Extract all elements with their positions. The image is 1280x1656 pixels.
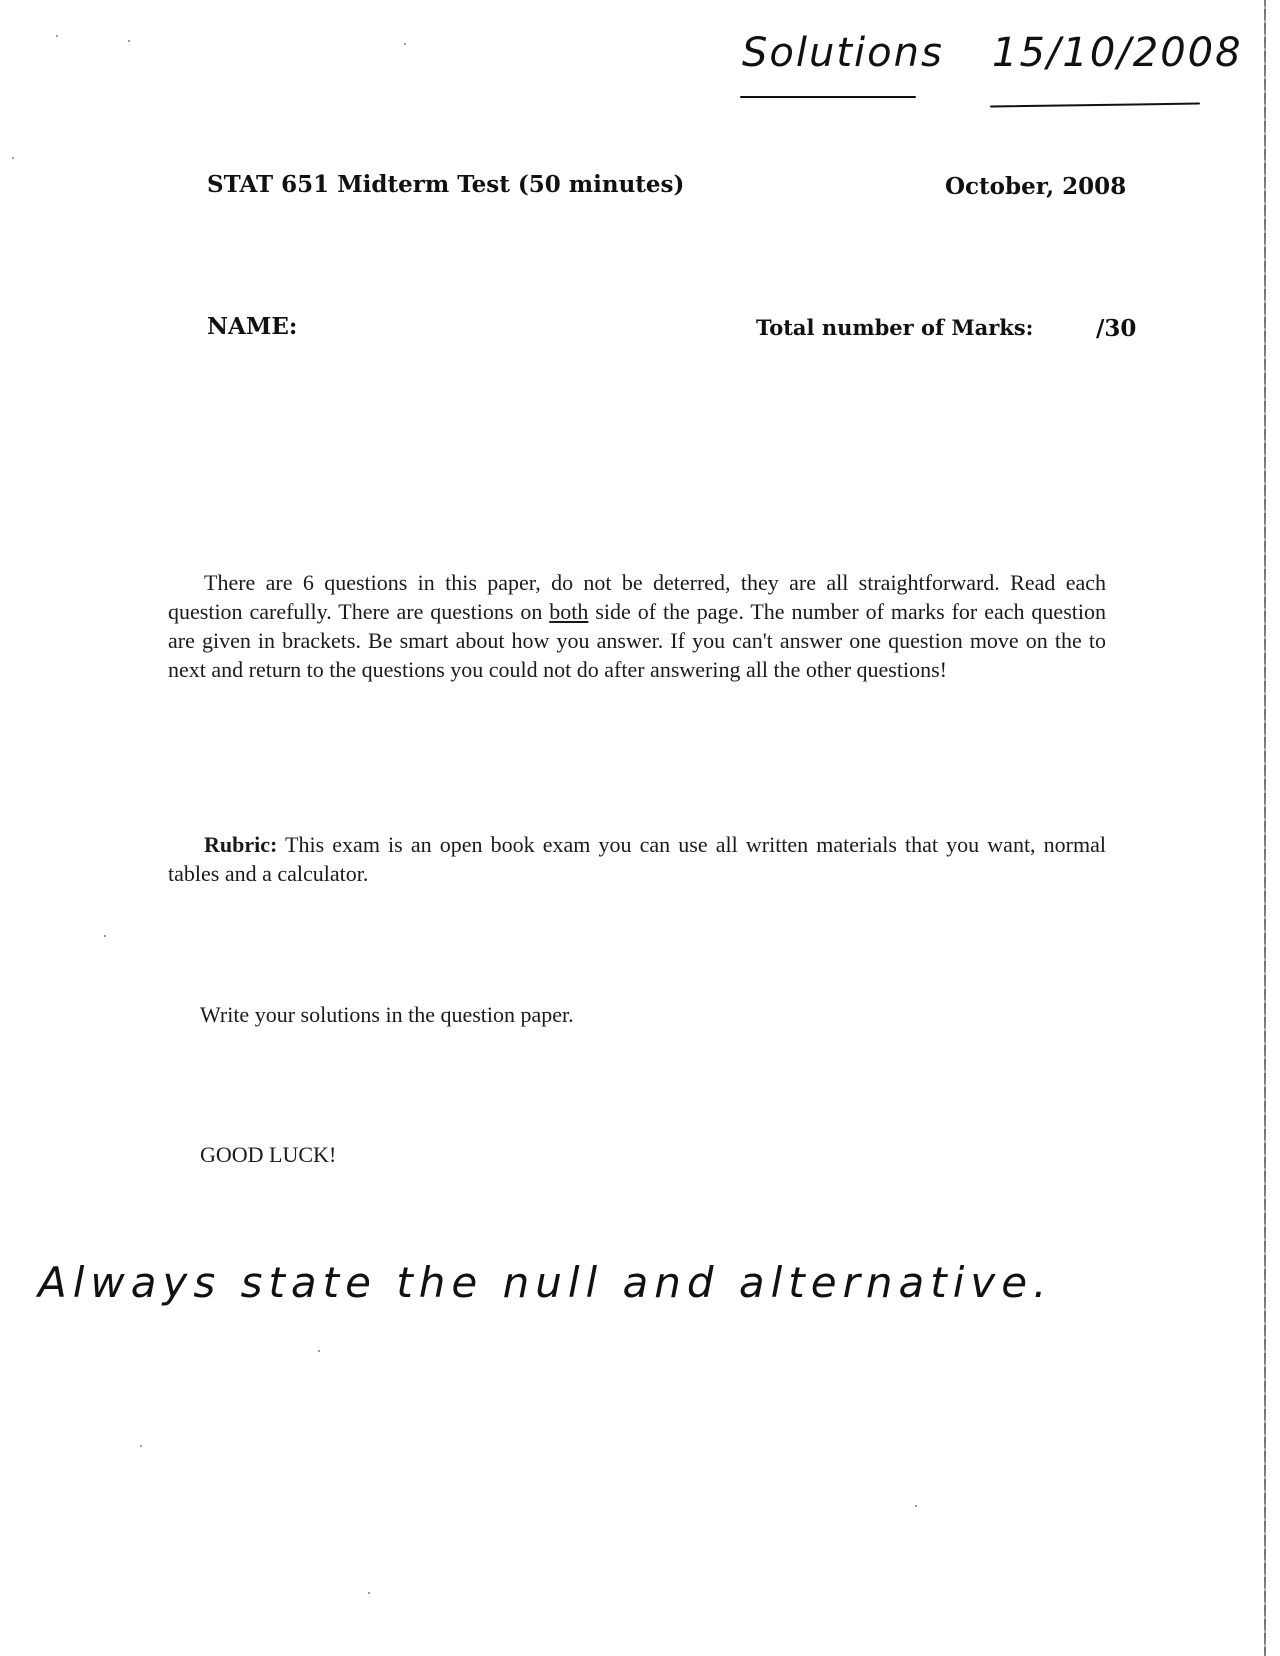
scan-edge xyxy=(1264,0,1266,1656)
instructions-text-start: There are 6 questions in this paper, do not be deterred, they are all straightforward. Read each question carefully. There are questions on xyxy=(168,570,1106,624)
instructions-emphasis: both xyxy=(549,599,589,624)
instructions-text-end: side of the page. The number of marks for each question are given in brackets. Be smart about how you answer. If you can't answer one question move on the to next and return to the questions you could not do after answering all the other questions! xyxy=(168,599,1106,682)
scan-speck xyxy=(12,157,14,159)
instructions-paragraph xyxy=(168,568,1106,684)
scan-speck xyxy=(404,43,406,45)
rubric-text: This exam is an open book exam you can use all written materials that you want, normal tables and a calculator. xyxy=(168,832,1106,886)
exam-date: October, 2008 xyxy=(945,173,1127,200)
scan-speck xyxy=(915,1505,917,1507)
handwritten-underline xyxy=(990,103,1200,108)
rubric-paragraph xyxy=(168,830,1106,888)
handwritten-note: Always state the null and alternative. xyxy=(38,1258,1053,1307)
total-marks-value: /30 xyxy=(1096,315,1137,342)
scan-speck xyxy=(128,40,130,42)
scan-speck xyxy=(318,1350,320,1352)
course-title: STAT 651 Midterm Test (50 minutes) xyxy=(207,171,685,198)
scan-speck xyxy=(56,35,58,37)
write-solutions-note: Write your solutions in the question paper. xyxy=(200,1002,574,1027)
rubric-label: Rubric: xyxy=(204,832,278,857)
handwritten-solutions-label: Solutions xyxy=(742,30,944,76)
handwritten-underline xyxy=(740,96,916,98)
handwritten-date: 15/10/2008 xyxy=(992,30,1243,76)
scan-speck xyxy=(368,1592,370,1594)
name-label: NAME: xyxy=(207,313,298,340)
scan-speck xyxy=(104,935,106,937)
good-luck: GOOD LUCK! xyxy=(200,1142,337,1167)
scan-speck xyxy=(140,1445,142,1447)
total-marks-label: Total number of Marks: xyxy=(756,315,1034,340)
